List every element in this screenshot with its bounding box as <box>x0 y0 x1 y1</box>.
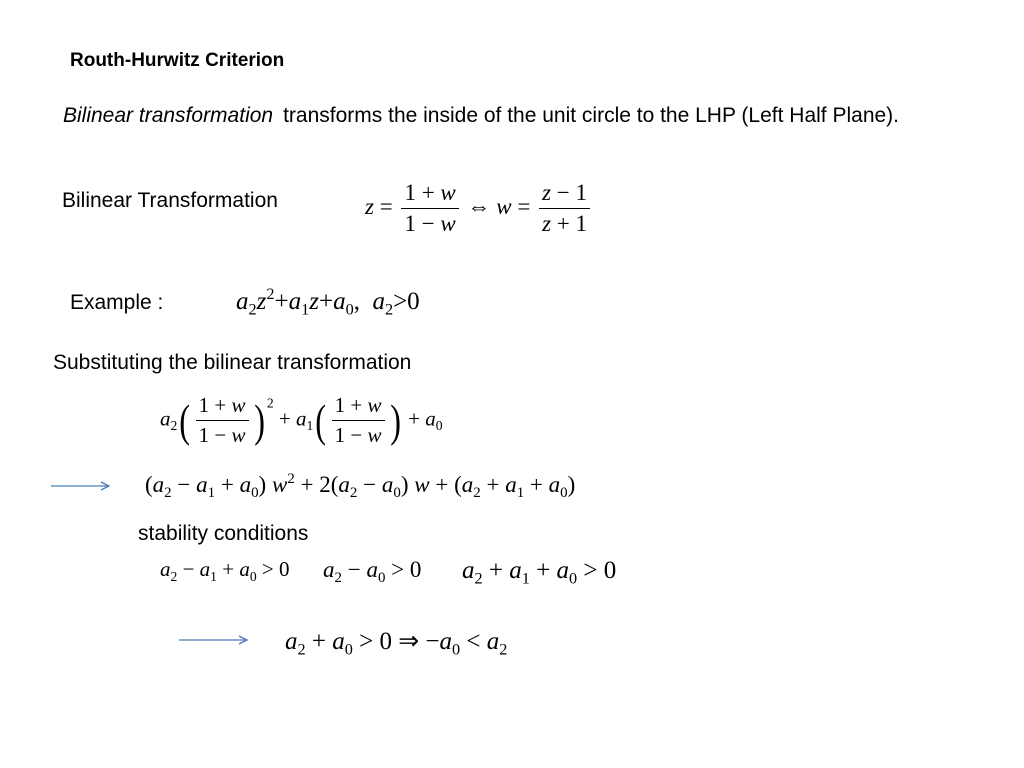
fraction: $\frac{z - 1}{z + 1}$ <box>539 180 590 237</box>
condition-1: $a_2 - a_1 + a_0 > 0$ <box>160 557 290 584</box>
intro-paragraph <box>63 101 963 131</box>
condition-3: $a_2 + a_1 + a_0 > 0$ <box>462 557 617 588</box>
right-arrow-icon <box>50 478 112 494</box>
example-equation: $a_2z^2+a_1z+a_0$, $a_2>0$ <box>236 285 420 319</box>
substitute-label: Substituting the bilinear transformation <box>53 351 412 374</box>
fraction: $\frac{1 + w}{1 - w}$ <box>401 180 458 237</box>
bilinear-label: Bilinear Transformation <box>62 189 278 212</box>
example-label: Example : <box>70 291 164 314</box>
stability-label: stability conditions <box>138 522 309 545</box>
right-arrow-icon <box>178 632 250 648</box>
conclusion-equation: $a_2 + a_0 > 0$ ⇒ $-a_0 < a_2$ <box>285 628 508 659</box>
bilinear-equation: z = $\frac{1 + w}{1 - w}$ ⇔ w = $\frac{z - 1}{z + 1}$ <box>365 180 593 237</box>
substituted-equation: $a_2$( $\frac{1 + w}{1 - w}$ ) $^2 + a_1$( $\frac{1 + w}{1 - w}$ ) + $a_0$ <box>160 393 443 447</box>
slide-title: Routh-Hurwitz Criterion <box>70 50 285 71</box>
intro-text: transforms the inside of the unit circle to the LHP (Left Half Plane). <box>283 104 900 127</box>
intro-italic-term: Bilinear transformation <box>63 104 274 127</box>
result-equation: $(a_2 - a_1 + a_0) w^2 + 2(a_2 - a_0) w + (a_2 + a_1 + a_0)$ <box>145 471 576 502</box>
condition-2: $a_2 - a_0 > 0$ <box>323 557 422 587</box>
